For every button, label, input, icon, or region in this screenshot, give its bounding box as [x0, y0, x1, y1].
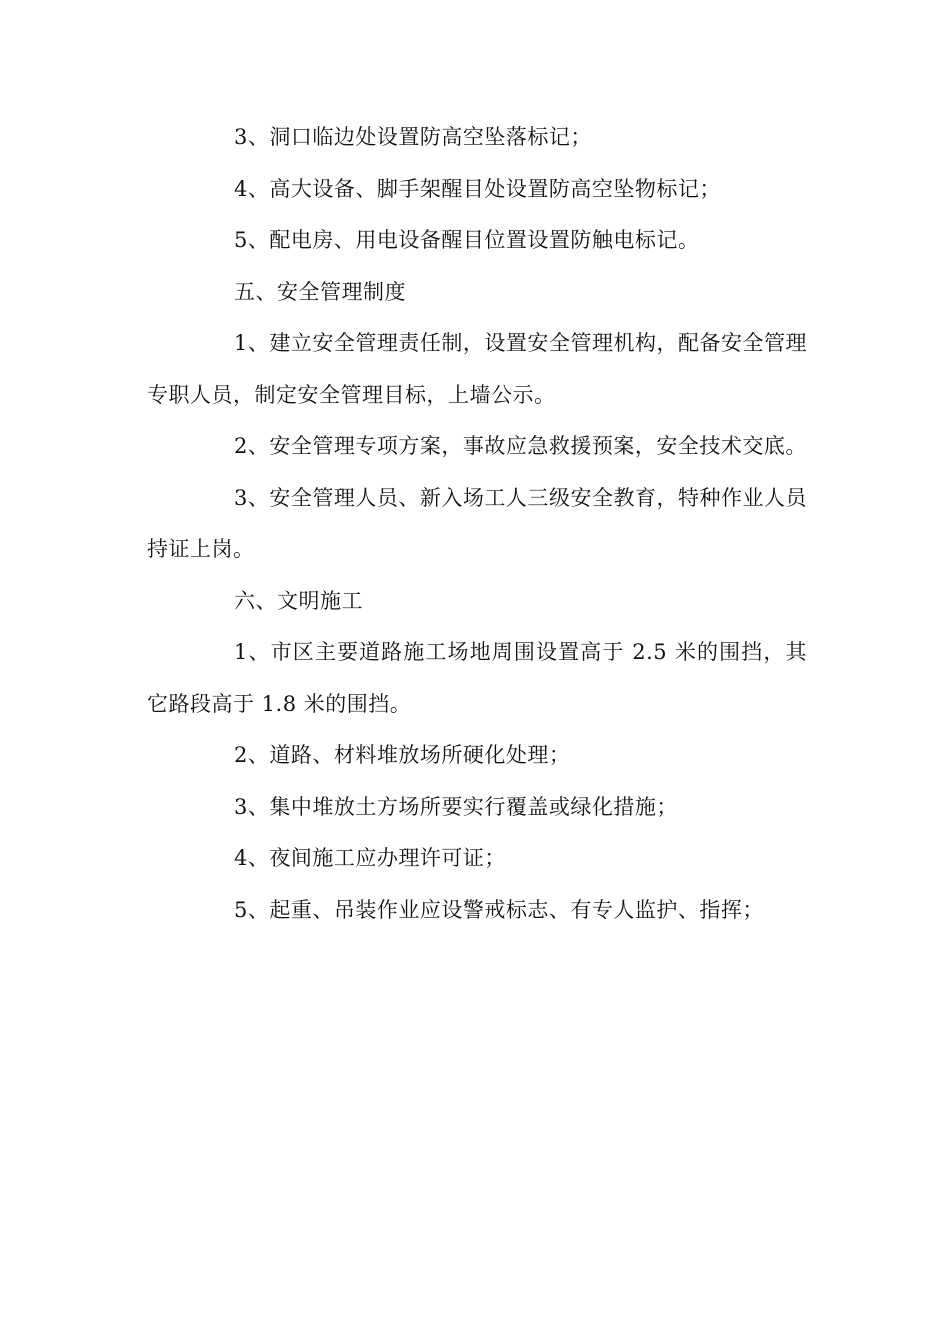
- list-item-marking-electric: 5、配电房、用电设备醒目位置设置防触电标记。: [234, 228, 700, 252]
- section-heading-safety-management: 五、安全管理制度: [234, 279, 406, 304]
- list-item-marking-falling-objects: 4、高大设备、脚手架醒目处设置防高空坠物标记；: [234, 176, 721, 201]
- list-item-marking-edge: 3、洞口临边处设置防高空坠落标记；: [234, 125, 592, 149]
- list-item-special-plans: 2、安全管理专项方案，事故应急救援预案，安全技术交底。: [234, 434, 807, 458]
- list-item-night-permit: 4、夜间施工应办理许可证；: [234, 846, 506, 870]
- list-item-earthwork-cover: 3、集中堆放土方场所要实行覆盖或绿化措施；: [234, 794, 678, 819]
- list-item-responsibility-system: 1、建立安全管理责任制，设置安全管理机构，配备安全管理专职人员，制定安全管理目标，上墙公示。: [147, 331, 807, 407]
- list-item-safety-education: 3、安全管理人员、新入场工人三级安全教育，特种作业人员持证上岗。: [147, 485, 807, 561]
- list-item-enclosure: 1、市区主要道路施工场地周围设置高于 2.5 米的围挡，其它路段高于 1.8 米的围挡。: [147, 640, 807, 716]
- list-item-hardening: 2、道路、材料堆放场所硬化处理；: [234, 743, 571, 767]
- document-body: [147, 112, 807, 936]
- list-item-lifting-warning: 5、起重、吊装作业应设警戒标志、有专人监护、指挥；: [234, 897, 764, 922]
- section-heading-civilized-construction: 六、文明施工: [234, 588, 363, 613]
